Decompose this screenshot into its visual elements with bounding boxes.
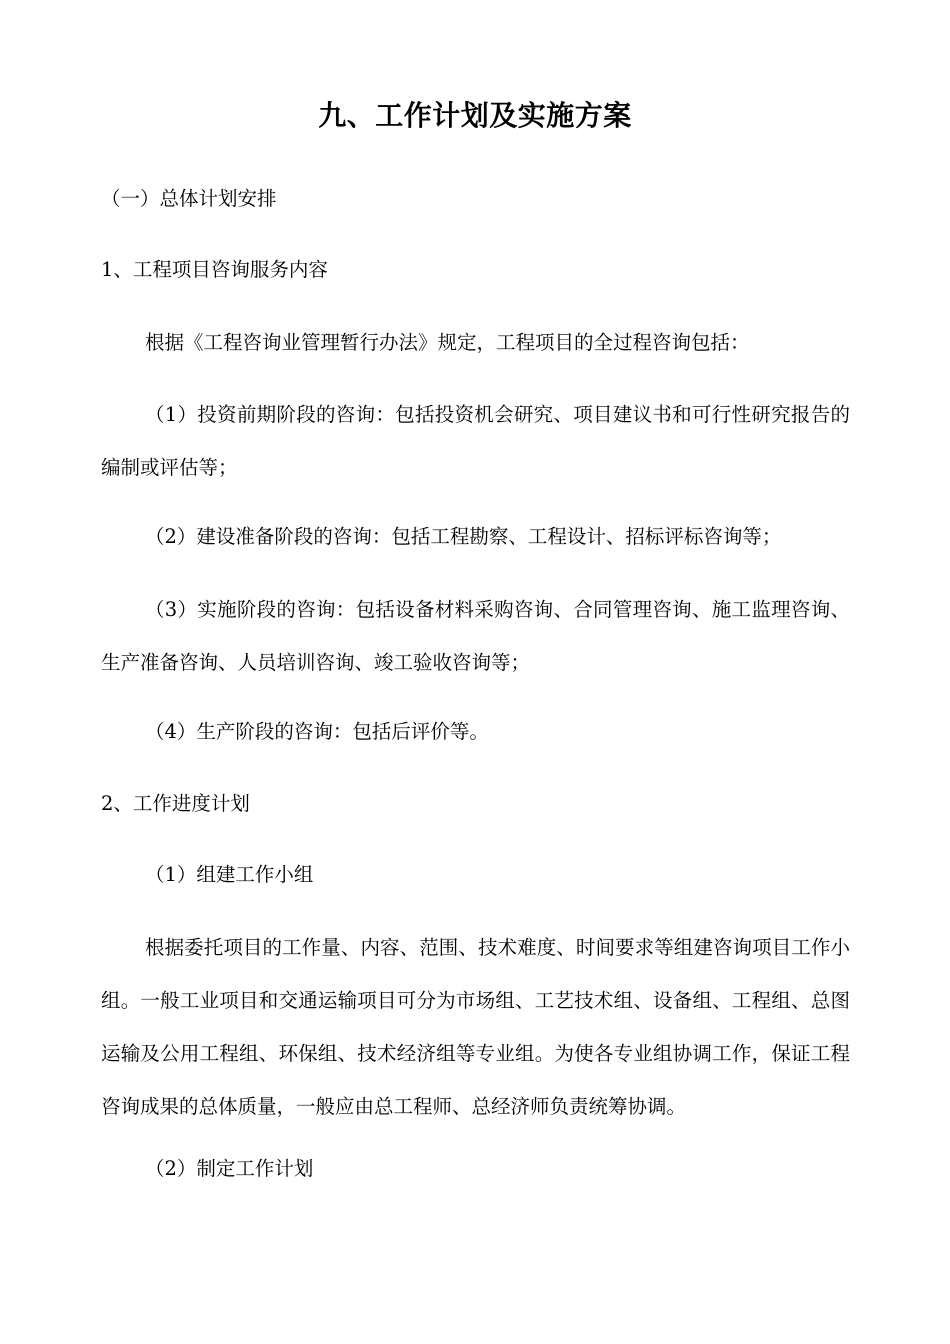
phase-3-paragraph: （3）实施阶段的咨询：包括设备材料采购咨询、合同管理咨询、施工监理咨询、生产准备咨询、人员培训咨询、竣工验收咨询等； <box>101 598 850 674</box>
sub2-heading: （2）制定工作计划 <box>145 1157 314 1180</box>
intro-paragraph: 根据《工程咨询业管理暂行办法》规定，工程项目的全过程咨询包括： <box>145 331 750 354</box>
section-heading: （一）总体计划安排 <box>101 187 277 210</box>
sub1-paragraph: 根据委托项目的工作量、内容、范围、技术难度、时间要求等组建咨询项目工作小组。一般工业项目和交通运输项目可分为市场组、工艺技术组、设备组、工程组、总图运输及公用工程组、环保组、技术经济组等专业组。为使各专业组协调工作，保证工程咨询成果的总体质量，一般应由总工程师、总经济师负责统筹协调。 <box>101 936 850 1118</box>
item2-heading: 2、工作进度计划 <box>101 792 250 815</box>
sub1-heading: （1）组建工作小组 <box>145 863 314 886</box>
phase-4-paragraph: （4）生产阶段的咨询：包括后评价等。 <box>145 720 489 743</box>
phase-2-paragraph: （2）建设准备阶段的咨询：包括工程勘察、工程设计、招标评标咨询等； <box>145 525 782 548</box>
page-title: 九、工作计划及实施方案 <box>318 99 632 132</box>
phase-1-paragraph: （1）投资前期阶段的咨询：包括投资机会研究、项目建议书和可行性研究报告的编制或评估等； <box>101 403 850 479</box>
item1-heading: 1、工程项目咨询服务内容 <box>101 258 328 281</box>
